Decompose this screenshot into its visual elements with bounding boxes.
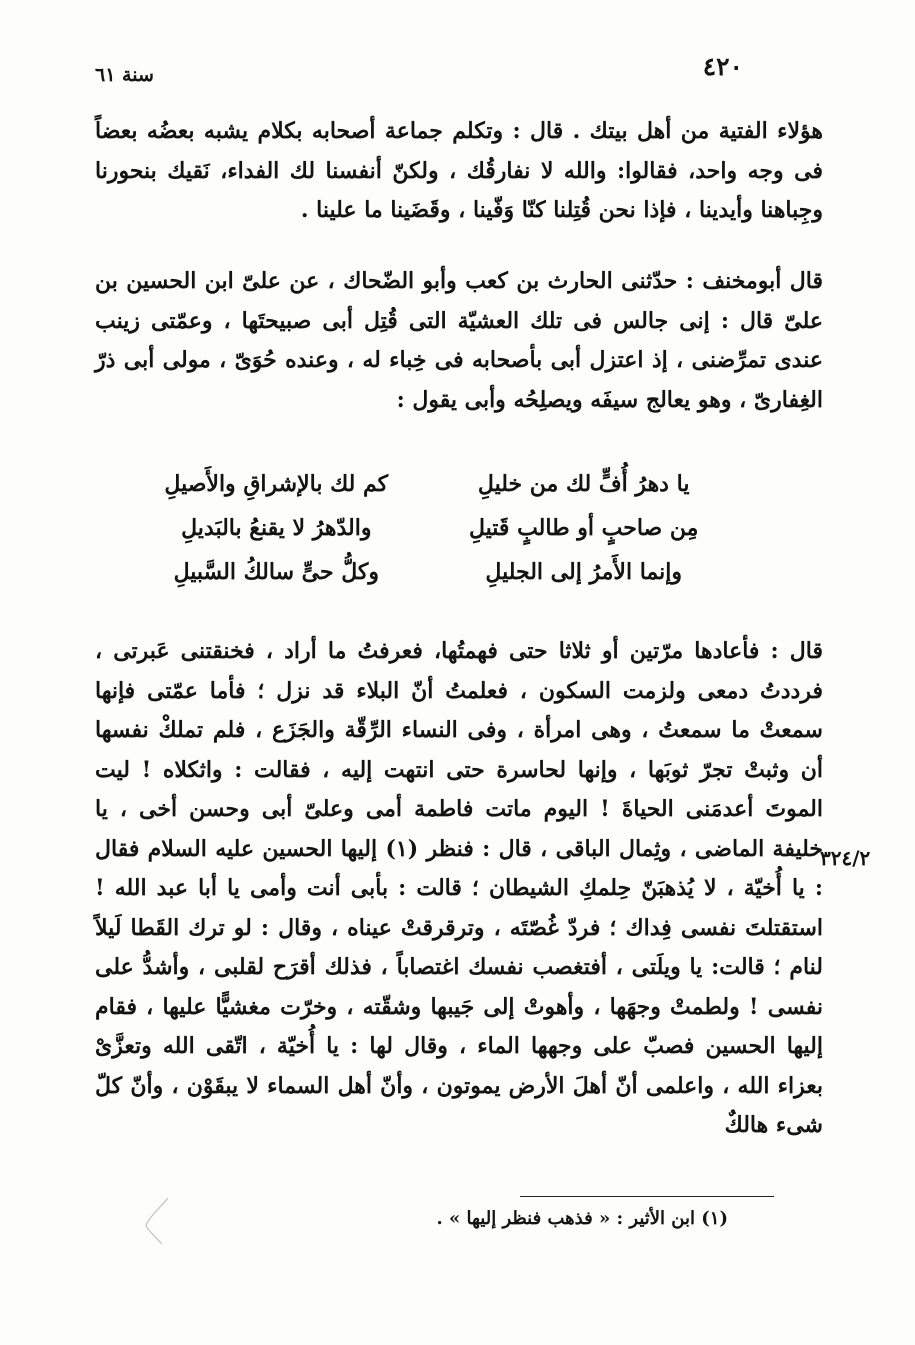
verse-first-hemistich: وإنما الأَمرُ إلى الجليلِ	[485, 559, 682, 585]
paragraph-text: قال : فأعادها مرّتين أو ثلاثا حتى فهمتُها، فعرفتُ ما أراد ، فخنقتنى عَبرتى ، فرددتُ دمعى ولزمت السكون ، فعلمتُ أنّ البلاء قد نزل ؛ فأما عمّتى فإنها سمعتْ ما سمعتُ ، وهى امرأة ، وفى النساء الرِّقّة والجَزَع ، فلم تملكْ نفسها أن وثبتْ تجرّ ثوبَها ، وإنها لحاسرة حتى انتهت إليه ، فقالت : واثكلاه ! ليت الموتَ أعدمَنى الحياةَ ! اليوم ماتت فاطمة أمى وعلىّ أبى وحسن أخى ، يا خليفة الماضى ، وثِمال الباقى ، قال : فنظر (١) إليها الحسين عليه السلام فقال : يا أُخيّة ، لا يُذهبَنّ حِلمكِ الشيطان ؛ قالت : بأبى أنت وأمى يا أبا عبد الله ! استقتلتَ نفسى فِداك ؛ فردّ غُصّتَه ، وترقرقتْ عيناه ، وقال : لو ترك القَطا لَيلاً لنام ؛ قالت: يا ويلَتى ، أفتغصب نفسك اغتصاباً ، فذلك أقرَح لقلبى ، وأشدُّ على نفسى ! ولطمتْ وجهَها ، وأهوتْ إلى جَيبها وشقّته ، وخرّت مغشيًّا عليها ، فقام إليها الحسين فصبّ على وجهها الماء ، وقال لها : يا أُخيّة ، اتّقى الله وتعزَّىْ بعزاء الله ، واعلمى أنّ أهلَ الأرض يموتون ، وأنّ أهل السماء لا يبقَوْن ، وأنّ كلّ شىء هالكٌ	[95, 638, 823, 1138]
verse-row	[140, 550, 720, 594]
paragraph-2	[95, 262, 823, 420]
paragraph-text: هؤلاء الفتية من أهل بيتك . قال : وتكلم جماعة أصحابه بكلام يشبه بعضُه بعضاً فى وجه واحد، فقالوا: والله لا نفارقُك ، ولكنّ أنفسنا لك الفداء، نَقيك بنحورنا وجِباهنا وأيدينا ، فإذا نحن قُتِلنا كنّا وَفّينا ، وقَضَينا ما علينا .	[95, 118, 823, 223]
page-number: ٤٢٠	[702, 52, 743, 81]
running-header-year: سنة ٦١	[95, 64, 154, 86]
verse-first-hemistich: يا دهرُ أُفٍّ لك من خليلِ	[477, 471, 690, 497]
margin-reference: ٣٢٤/٢	[820, 846, 871, 870]
verse-second-hemistich: والدّهرُ لا يقنعُ بالبَديلِ	[181, 515, 372, 541]
paragraph-text: قال أبومخنف : حدّثنى الحارث بن كعب وأبو الضّحاك ، عن علىّ ابن الحسين بن علىّ قال : إنى جالس فى تلك العشيّة التى قُتِل أبى صبيحتَها ، وعمّتى زينب عندى تمرِّضنى ، إذ اعتزل أبى بأصحابه فى خِباء له ، وعنده حُوَىّ ، مولى أبى ذرّ الغِفارىّ ، وهو يعالج سيفَه ويصلِحُه وأبى يقول :	[95, 268, 823, 413]
paragraph-1	[95, 112, 823, 231]
poem-verses	[140, 462, 720, 594]
page-crease-mark	[140, 1196, 180, 1246]
verse-first-hemistich: مِن صاحبٍ أو طالبٍ قَتيلِ	[468, 515, 699, 541]
paragraph-main	[95, 632, 823, 1146]
page-header	[95, 50, 743, 90]
verse-row	[140, 462, 720, 506]
footnote: (١) ابن الأثير : « فذهب فنظر إليها » .	[436, 1208, 728, 1229]
footnote-divider	[520, 1196, 774, 1197]
verse-second-hemistich: وكلُّ حىٍّ سالكُ السَّبيلِ	[173, 559, 380, 585]
verse-second-hemistich: كم لك بالإشراقِ والأَصيلِ	[164, 471, 389, 497]
verse-row	[140, 506, 720, 550]
